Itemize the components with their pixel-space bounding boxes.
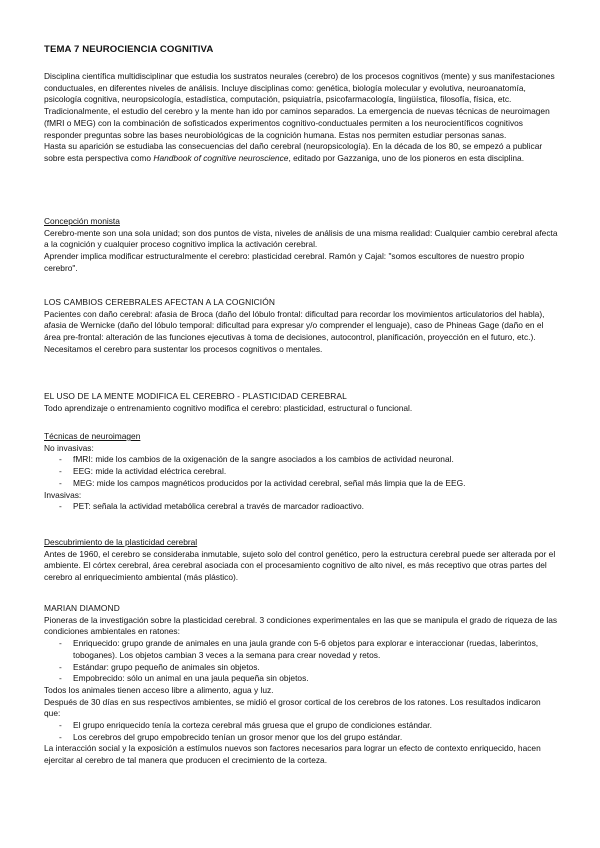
- uso-paragraph-1: Todo aprendizaje o entrenamiento cognitivo modifica el cerebro: plasticidad, estructural o funcional.: [44, 402, 413, 413]
- book-title: Handbook of cognitive neuroscience: [153, 152, 289, 163]
- descubrimiento-heading: Descubrimiento de la plasticidad cerebral: [44, 537, 198, 547]
- monista-heading: Concepción monista: [44, 216, 120, 226]
- cambios-paragraph-1: Pacientes con daño cerebral: afasia de Broca (daño del lóbulo frontal: dificultad para recordar los movimientos articulatorios del habla), afasia de Wernicke (daño del lóbulo temporal: dificultad para expresar y/o comprender el lenguaje), caso de Phineas Gage (daño en el área pre-frontal: alteración de las funciones ejecutivas à toma de decisiones, autocontrol, planificación, proyección en el futuro, etc.).: [44, 308, 545, 343]
- list-item: - Estándar: grupo pequeño de animales sin objetos.: [44, 662, 558, 674]
- tecnicas-section: [44, 431, 558, 513]
- uso-section: [44, 391, 558, 414]
- cambios-heading: LOS CAMBIOS CEREBRALES AFECTAN A LA COGNICIÓN: [44, 297, 275, 307]
- cambios-section: [44, 297, 558, 356]
- list-item: - EEG: mide la actividad eléctrica cerebral.: [44, 466, 558, 478]
- no-invasivas-list: [44, 454, 558, 489]
- list-item: - Enriquecido: grupo grande de animales en una jaula grande con 5-6 objetos para explorar e interaccionar (ruedas, laberintos, toboganes). Los objetos cambian 3 veces a la semana para crear novedad y retos.: [44, 638, 558, 661]
- list-item: - MEG: mide los campos magnéticos producidos por la actividad cerebral, señal más limpia que la de EEG.: [44, 478, 558, 490]
- list-item: - Empobrecido: sólo un animal en una jaula pequeña sin objetos.: [44, 673, 558, 685]
- invasivas-list: [44, 501, 558, 513]
- descubrimiento-section: [44, 537, 558, 584]
- list-item: - PET: señala la actividad metabólica cerebral a través de marcador radioactivo.: [44, 501, 558, 513]
- intro-text-a: Hasta su aparición se estudiaba las consecuencias del daño cerebral (neuropsicología). En la década de los 80, se empezó a publicar sobre esta perspectiva como: [44, 141, 543, 163]
- diamond-paragraph-2: Todos los animales tienen acceso libre a alimento, agua y luz.: [44, 684, 274, 695]
- invasivas-label: Invasivas:: [44, 489, 82, 500]
- tecnicas-heading: Técnicas de neuroimagen: [44, 431, 141, 441]
- descubrimiento-paragraph: Antes de 1960, el cerebro se consideraba inmutable, sujeto solo del control genético, pero la estructura cerebral puede ser alterada por el ambiente. El córtex cerebral, área cerebral asociada con el procesamiento cognitivo de alto nivel, es más receptivo que otras partes del cerebro al enriquecimiento ambiental (más plástico).: [44, 548, 556, 583]
- monista-paragraph-2: Aprender implica modificar estructuralmente el cerebro: plasticidad cerebral. Ramón y Cajal: "somos escultores de nuestro propio cerebro".: [44, 251, 525, 273]
- conditions-list: [44, 638, 558, 685]
- cambios-paragraph-2: Necesitamos el cerebro para sustentar los procesos cognitivos o mentales.: [44, 343, 323, 354]
- diamond-section: [44, 603, 558, 767]
- diamond-paragraph-3: Después de 30 días en sus respectivos ambientes, se midió el grosor cortical de los cerebros de los ratones. Los resultados indicaron que:: [44, 696, 541, 719]
- intro-section: [44, 71, 558, 165]
- diamond-heading: MARIAN DIAMOND: [44, 603, 120, 613]
- list-item: - El grupo enriquecido tenía la corteza cerebral más gruesa que el grupo de condiciones estándar.: [44, 720, 558, 732]
- uso-heading: EL USO DE LA MENTE MODIFICA EL CEREBRO - PLASTICIDAD CEREBRAL: [44, 391, 347, 401]
- no-invasivas-label: No invasivas:: [44, 442, 94, 453]
- list-item: - Los cerebros del grupo empobrecido tenían un grosor menor que los del grupo estándar.: [44, 732, 558, 744]
- list-item: - fMRI: mide los cambios de la oxigenación de la sangre asociados a los cambios de actividad neuronal.: [44, 454, 558, 466]
- monista-paragraph-1: Cerebro-mente son una sola unidad; son dos puntos de vista, niveles de análisis de una misma realidad: Cualquier cambio cerebral afecta a la cognición y cualquier proceso cognitivo implica la activación cerebral.: [44, 227, 558, 250]
- diamond-paragraph-1: Pioneras de la investigación sobre la plasticidad cerebral. 3 condiciones experimentales en las que se manipula el grado de riqueza de las condiciones ambientales en ratones:: [44, 614, 558, 637]
- intro-paragraph-1: Disciplina científica multidisciplinar que estudia los sustratos neurales (cerebro) de los procesos cognitivos (mente) y sus manifestaciones conductuales, en diferentes niveles de análisis. Incluye disciplinas como: genética, biología molecular y evolutiva, neuroanatomía, psicología cognitiva, neuropsicología, estadística, computación, psiquiatría, psicofarmacología, lingüística, filosofía, física, etc. Tradicionalmente, el estudio del cerebro y la mente han ido por caminos separados. La emergencia de nuevas técnicas de neuroimagen (fMRI o MEG) con la combinación de sofisticados experimentos cognitivo-conductuales permiten a los neurocientíficos cognitivos responder preguntas sobre las bases neurobiológicas de la cognición humana. Estas nos permiten estudiar personas sanas.: [44, 71, 555, 140]
- document-title: TEMA 7 NEUROCIENCIA COGNITIVA: [44, 44, 214, 55]
- monista-section: [44, 216, 558, 275]
- diamond-paragraph-4: La interacción social y la exposición a estímulos nuevos son factores necesarios para lograr un efecto de contexto enriquecido, hacen ejercitar al cerebro de tal manera que producen el crecimiento de la corteza.: [44, 743, 541, 766]
- results-list: [44, 720, 558, 743]
- intro-paragraph-2: [44, 141, 558, 164]
- intro-text-b: , editado por Gazzaniga, uno de los pioneros en esta disciplina.: [288, 152, 525, 163]
